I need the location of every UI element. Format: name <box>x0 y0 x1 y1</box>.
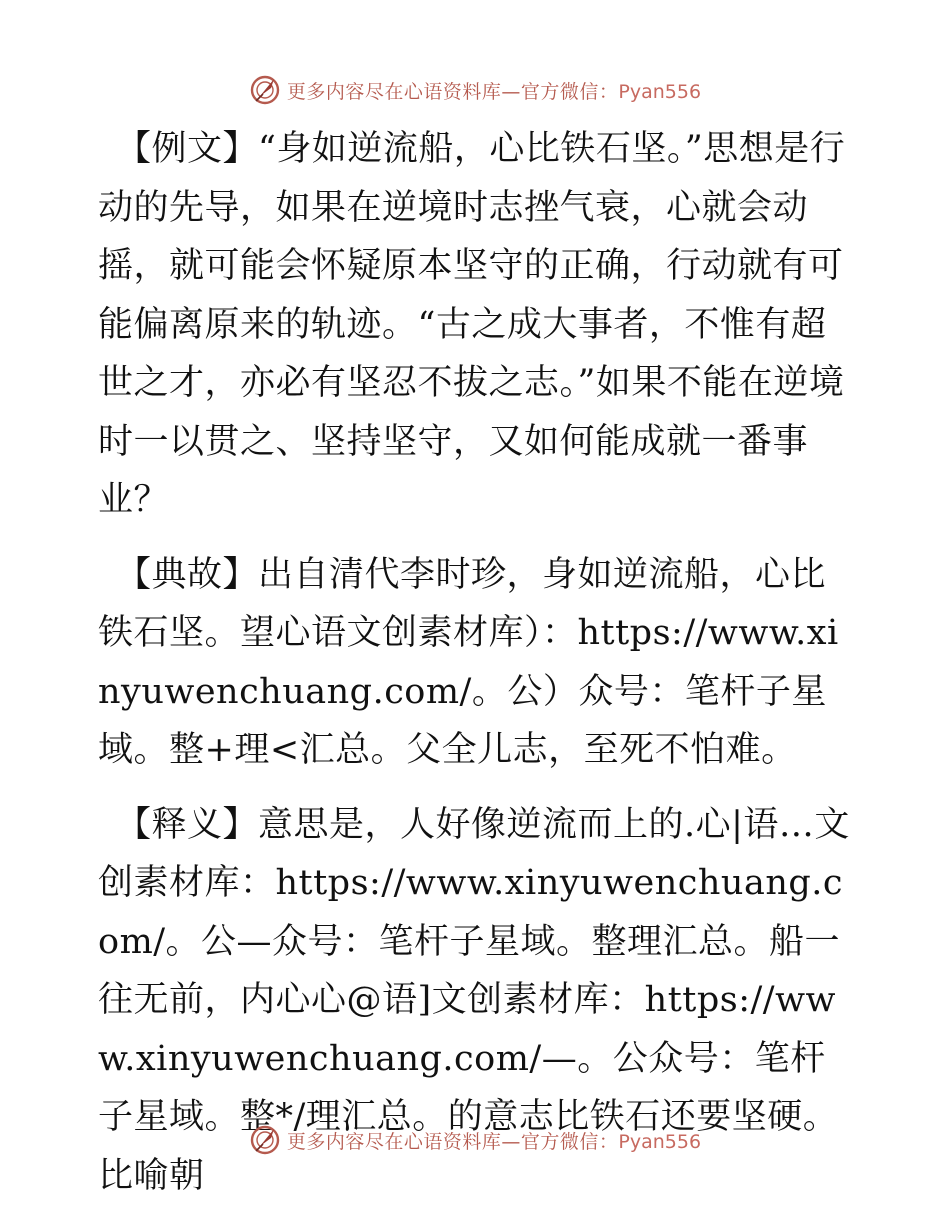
footer-banner <box>0 1120 950 1160</box>
banner-text: 更多内容尽在心语资料库—官方微信：Pyan556 <box>286 1130 702 1153</box>
paragraph-allusion <box>98 546 850 780</box>
wechat-id: Pyan556 <box>618 80 702 103</box>
banner-text: 更多内容尽在心语资料库—官方微信：Pyan556 <box>286 80 702 103</box>
wechat-id: Pyan556 <box>618 1130 702 1153</box>
paragraph-text: 【典故】出自清代李时珍，身如逆流船，心比铁石坚。望心语文创素材库）：https://www.xinyuwenchuang.com/。公）众号：笔杆子星域。整+理<汇总。父全儿志，至死不怕难。 <box>98 554 839 770</box>
document-body <box>98 120 850 1205</box>
paragraph-text: 【例文】“身如逆流船，心比铁石坚。”思想是行动的先导，如果在逆境时志挫气衰，心就会动摇，就可能会怀疑原本坚守的正确，行动就有可能偏离原来的轨迹。“古之成大事者，不惟有超世之才，亦必有坚忍不拔之志。”如果不能在逆境时一以贯之、坚持坚守，又如何能成就一番事业？ <box>98 129 846 520</box>
quill-logo-icon <box>249 74 281 106</box>
quill-logo-icon <box>249 1124 281 1156</box>
header-banner <box>0 70 950 110</box>
paragraph-text: 【释义】意思是，人好像逆流而上的.心|语…文创素材库：https://www.xinyuwenchuang.com/。公—众号：笔杆子星域。整理汇总。船一往无前，内心心@语]文创素材库：https://www.xinyuwenchuang.com/—。公众号：笔杆子星域。整*/理汇总。的意志比铁石还要坚硬。比喻朝 <box>98 804 850 1196</box>
paragraph-example <box>98 120 850 530</box>
